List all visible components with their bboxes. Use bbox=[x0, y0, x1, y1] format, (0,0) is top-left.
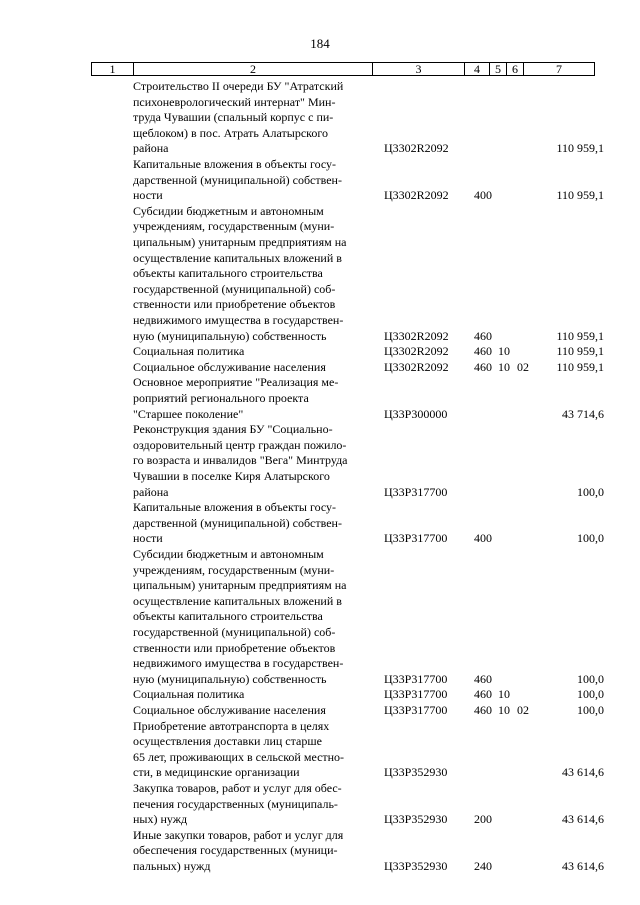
description-line: государственной (муниципальной) соб- bbox=[133, 281, 336, 296]
description-line: ную (муниципальную) собственность bbox=[133, 671, 327, 686]
row-amount: 110 959,1 bbox=[556, 188, 604, 203]
description-line: недвижимого имущества в государствен- bbox=[133, 656, 344, 671]
row-col-4: 460 bbox=[474, 328, 492, 343]
row-code: Ц3302R2092 bbox=[384, 141, 449, 156]
description-line: печения государственных (муниципаль- bbox=[133, 796, 338, 811]
header-col-2: 2 bbox=[134, 63, 373, 76]
description-line: Социальная политика bbox=[133, 344, 245, 359]
table-row bbox=[0, 703, 640, 719]
row-col-4: 400 bbox=[474, 531, 492, 546]
table-row bbox=[0, 375, 640, 422]
page-number: 184 bbox=[310, 36, 330, 51]
description-line: Чувашии в поселке Киря Алатырского bbox=[133, 468, 330, 483]
description-line: дарственной (муниципальной) собствен- bbox=[133, 515, 342, 530]
description-line: ных) нужд bbox=[133, 812, 188, 827]
description-line: района bbox=[133, 484, 169, 499]
description-line: щеблоком) в пос. Атрать Алатырского bbox=[133, 125, 328, 140]
row-code: Ц33P300000 bbox=[384, 406, 448, 421]
description-line: ности bbox=[133, 188, 163, 203]
description-line: Реконструкция здания БУ "Социально- bbox=[133, 422, 333, 437]
header-col-3: 3 bbox=[373, 63, 465, 76]
row-col-4: 400 bbox=[474, 188, 492, 203]
header-col-5: 5 bbox=[490, 63, 507, 76]
description-line: психоневрологический интернат" Мин- bbox=[133, 94, 336, 109]
description-line: Капитальные вложения в объекты госу- bbox=[133, 500, 337, 515]
row-amount: 43 614,6 bbox=[562, 858, 604, 873]
table-row bbox=[0, 687, 640, 703]
description-line: Строительство II очереди БУ "Атратский bbox=[133, 79, 344, 93]
description-line: осуществление капитальных вложений в bbox=[133, 250, 342, 265]
row-amount: 43 714,6 bbox=[562, 406, 604, 421]
description-line: Социальное обслуживание населения bbox=[133, 359, 326, 374]
row-col-5: 10 bbox=[498, 687, 510, 702]
row-code: Ц33P317700 bbox=[384, 702, 448, 717]
description-line: ственности или приобретение объектов bbox=[133, 640, 336, 655]
row-amount: 100,0 bbox=[577, 702, 604, 717]
row-code: Ц33P352930 bbox=[384, 858, 448, 873]
row-col-4: 200 bbox=[474, 812, 492, 827]
description-line: ципальным) унитарным предприятиям на bbox=[133, 578, 347, 593]
description-line: труда Чувашии (спальный корпус с пи- bbox=[133, 110, 334, 125]
table-row bbox=[0, 360, 640, 376]
description-line: го возраста и инвалидов "Вега" Минтруда bbox=[133, 453, 348, 468]
row-amount: 100,0 bbox=[577, 531, 604, 546]
row-description bbox=[133, 719, 369, 781]
table-row bbox=[0, 500, 640, 547]
row-description bbox=[133, 157, 369, 204]
description-line: недвижимого имущества в государствен- bbox=[133, 312, 344, 327]
row-code: Ц33P352930 bbox=[384, 812, 448, 827]
table-row bbox=[0, 547, 640, 687]
row-code: Ц33P317700 bbox=[384, 484, 448, 499]
description-line: пальных) нужд bbox=[133, 858, 211, 873]
table-row bbox=[0, 204, 640, 344]
table-row bbox=[0, 781, 640, 828]
row-description bbox=[133, 781, 369, 828]
row-code: Ц3302R2092 bbox=[384, 359, 449, 374]
row-code: Ц3302R2092 bbox=[384, 328, 449, 343]
description-line: сти, в медицинские организации bbox=[133, 765, 300, 780]
table-row bbox=[0, 422, 640, 500]
description-line: Субсидии бюджетным и автономным bbox=[133, 546, 324, 561]
row-col-4: 460 bbox=[474, 687, 492, 702]
row-code: Ц3302R2092 bbox=[384, 188, 449, 203]
row-col-5: 10 bbox=[498, 344, 510, 359]
budget-table-body bbox=[0, 79, 640, 875]
description-line: Иные закупки товаров, работ и услуг для bbox=[133, 827, 344, 842]
description-line: "Старшее поколение" bbox=[133, 406, 244, 421]
table-row bbox=[0, 79, 640, 157]
row-col-5: 10 bbox=[498, 702, 510, 717]
table-row bbox=[0, 344, 640, 360]
row-description bbox=[133, 375, 369, 422]
description-line: объекты капитального строительства bbox=[133, 609, 323, 624]
description-line: ности bbox=[133, 531, 163, 546]
row-amount: 43 614,6 bbox=[562, 765, 604, 780]
row-amount: 110 959,1 bbox=[556, 328, 604, 343]
description-line: ную (муниципальную) собственность bbox=[133, 328, 327, 343]
header-col-4: 4 bbox=[465, 63, 490, 76]
description-line: Субсидии бюджетным и автономным bbox=[133, 203, 324, 218]
row-amount: 43 614,6 bbox=[562, 812, 604, 827]
row-col-6: 02 bbox=[517, 702, 529, 717]
row-amount: 110 959,1 bbox=[556, 344, 604, 359]
description-line: осуществление капитальных вложений в bbox=[133, 593, 342, 608]
description-line: района bbox=[133, 141, 169, 156]
row-amount: 100,0 bbox=[577, 484, 604, 499]
row-description bbox=[133, 687, 369, 703]
row-col-4: 240 bbox=[474, 858, 492, 873]
description-line: Приобретение автотранспорта в целях bbox=[133, 718, 330, 733]
description-line: Капитальные вложения в объекты госу- bbox=[133, 157, 337, 171]
row-code: Ц33P317700 bbox=[384, 671, 448, 686]
description-line: Закупка товаров, работ и услуг для обес- bbox=[133, 780, 342, 795]
row-amount: 100,0 bbox=[577, 687, 604, 702]
row-code: Ц33P317700 bbox=[384, 687, 448, 702]
table-row bbox=[0, 719, 640, 781]
description-line: учреждениям, государственным (муни- bbox=[133, 562, 335, 577]
description-line: объекты капитального строительства bbox=[133, 266, 323, 281]
row-description bbox=[133, 344, 369, 360]
row-amount: 100,0 bbox=[577, 671, 604, 686]
description-line: роприятий регионального проекта bbox=[133, 390, 309, 405]
row-col-4: 460 bbox=[474, 359, 492, 374]
description-line: ципальным) унитарным предприятиям на bbox=[133, 234, 347, 249]
description-line: Социальная политика bbox=[133, 687, 245, 702]
row-description bbox=[133, 204, 369, 344]
description-line: Социальное обслуживание населения bbox=[133, 702, 326, 717]
row-description bbox=[133, 547, 369, 687]
row-code: Ц3302R2092 bbox=[384, 344, 449, 359]
description-line: Основное мероприятие "Реализация ме- bbox=[133, 375, 339, 390]
row-amount: 110 959,1 bbox=[556, 141, 604, 156]
header-col-1: 1 bbox=[92, 63, 134, 76]
description-line: осуществления доставки лиц старше bbox=[133, 734, 322, 749]
table-row bbox=[0, 157, 640, 204]
row-amount: 110 959,1 bbox=[556, 359, 604, 374]
row-col-5: 10 bbox=[498, 359, 510, 374]
row-description bbox=[133, 360, 369, 376]
row-description bbox=[133, 500, 369, 547]
row-code: Ц33P317700 bbox=[384, 531, 448, 546]
row-description bbox=[133, 422, 369, 500]
description-line: ственности или приобретение объектов bbox=[133, 297, 336, 312]
description-line: учреждениям, государственным (муни- bbox=[133, 219, 335, 234]
row-description bbox=[133, 828, 369, 875]
row-col-4: 460 bbox=[474, 671, 492, 686]
description-line: государственной (муниципальной) соб- bbox=[133, 624, 336, 639]
table-header bbox=[91, 62, 595, 76]
row-col-4: 460 bbox=[474, 344, 492, 359]
header-col-7: 7 bbox=[524, 63, 595, 76]
row-col-6: 02 bbox=[517, 359, 529, 374]
row-col-4: 460 bbox=[474, 702, 492, 717]
description-line: оздоровительный центр граждан пожило- bbox=[133, 437, 347, 452]
description-line: дарственной (муниципальной) собствен- bbox=[133, 172, 342, 187]
row-code: Ц33P352930 bbox=[384, 765, 448, 780]
header-col-6: 6 bbox=[507, 63, 524, 76]
description-line: обеспечения государственных (муници- bbox=[133, 843, 338, 858]
description-line: 65 лет, проживающих в сельской местно- bbox=[133, 749, 345, 764]
row-description bbox=[133, 79, 369, 157]
row-description bbox=[133, 703, 369, 719]
table-row bbox=[0, 828, 640, 875]
